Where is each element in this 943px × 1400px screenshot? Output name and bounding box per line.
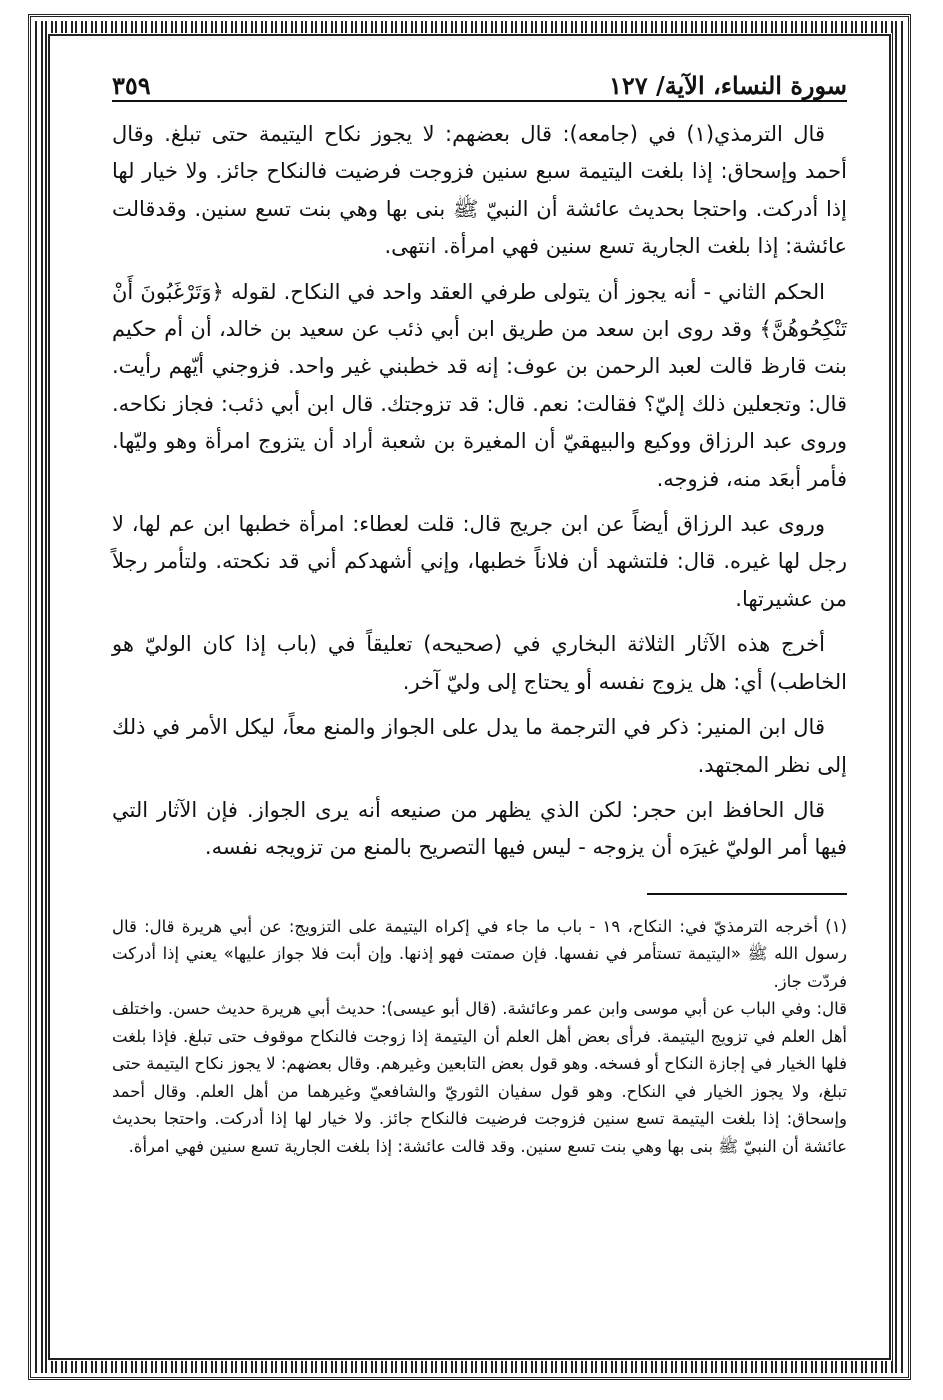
footnote-1-continued: قال: وفي الباب عن أبي موسى وابن عمر وعائشة. (قال أبو عيسى): حديث أبي هريرة حديث حسن. واختلف أهل العلم في تزويج اليتيمة. فرأى بعض أهل العلم أن اليتيمة إذا زوجت فالنكاح موقوف حتى تبلغ. فإذا بلغت فلها الخيار في إجازة النكاح أو فسخه. وهو قول بعض التابعين وغيرهم. وقال بعضهم: لا يجوز نكاح اليتيمة حتى تبلغ، ولا يجوز الخيار في النكاح. وهو قول سفيان الثوريّ والشافعيّ وغيرهما من أهل العلم. وقال أحمد وإسحاق: إذا بلغت اليتيمة تسع سنين فزوجت فرضيت فالنكاح جائز. ولا خيار لها إذا أدركت. واحتجا بحديث عائشة أن النبيّ ﷺ بنى بها وهي بنت تسع سنين. وقد قالت عائشة: إذا بلغت الجارية تسع سنين فهي امرأة. <box>112 999 847 1156</box>
page-number: ٣٥٩ <box>112 71 151 100</box>
page-content <box>112 62 847 1352</box>
paragraph-1: قال الترمذي(١) في (جامعه): قال بعضهم: لا يجوز نكاح اليتيمة حتى تبلغ. وقال أحمد وإسحاق: إذا بلغت اليتيمة سبع سنين فزوجت فرضيت فالنكاح جائز. ولا خيار لها إذا أدركت. واحتجا بحديث عائشة أن النبيّ ﷺ بنى بها وهي بنت تسع سنين. وقدقالت عائشة: إذا بلغت الجارية تسع سنين فهي امرأة. انتهى. <box>112 122 847 259</box>
paragraph-3: وروى عبد الرزاق أيضاً عن ابن جريج قال: قلت لعطاء: امرأة خطبها ابن عم لها، لا رجل لها غيره. قال: فلتشهد أن فلاناً خطبها، وإني أشهدكم أني قد نكحته. ولتأمر رجلاً من عشيرتها. <box>112 512 847 611</box>
footnote-1: (١) أخرجه الترمذيّ في: النكاح، ١٩ - باب ما جاء في إكراه اليتيمة على التزويج: عن أبي هريرة قال: قال رسول الله ﷺ «اليتيمة تستأمر في نفسها. فإن صمتت فهو إذنها. وإن أبت فلا جواز عليها» يعني إذا أدركت فردّت جاز. <box>112 916 848 991</box>
footnote-separator <box>647 893 847 895</box>
paragraph-4: أخرج هذه الآثار الثلاثة البخاري في (صحيحه) تعليقاً في (باب إذا كان الوليّ هو الخاطب) أي: هل يزوج نفسه أو يحتاج إلى وليّ آخر. <box>112 632 847 694</box>
paragraph-6: قال الحافظ ابن حجر: لكن الذي يظهر من صنيعه أنه يرى الجواز. فإن الآثار التي فيها أمر الوليّ غيرَه أن يزوجه - ليس فيها التصريح بالمنع من تزويجه نفسه. <box>112 797 847 860</box>
header-title: سورة النساء، الآية/ ١٢٧ <box>608 71 847 100</box>
running-header <box>112 62 847 102</box>
paragraph-5: قال ابن المنير: ذكر في الترجمة ما يدل على الجواز والمنع معاً، ليكل الأمر في ذلك إلى نظر المجتهد. <box>112 715 847 777</box>
paragraph-2: الحكم الثاني - أنه يجوز أن يتولى طرفي العقد واحد في النكاح. لقوله ﴿وَتَرْغَبُونَ أَنْ تَنْكِحُوهُنَّ﴾ وقد روى ابن سعد من طريق ابن أبي ذئب عن سعيد بن خالد، أن أم حكيم بنت قارظ قالت لعبد الرحمن بن عوف: إنه قد خطبني غير واحد. فزوجني أيّهم رأيت. قال: وتجعلين ذلك إليّ؟ فقالت: نعم. قال: قد تزوجتك. قال ابن أبي ذئب: فجاز نكاحه. وروى عبد الرزاق ووكيع والبيهقيّ أن المغيرة بن شعبة أراد أن يتزوج امرأة وهو وليّها. فأمر أبعَد منه، فزوجه. <box>112 279 847 491</box>
